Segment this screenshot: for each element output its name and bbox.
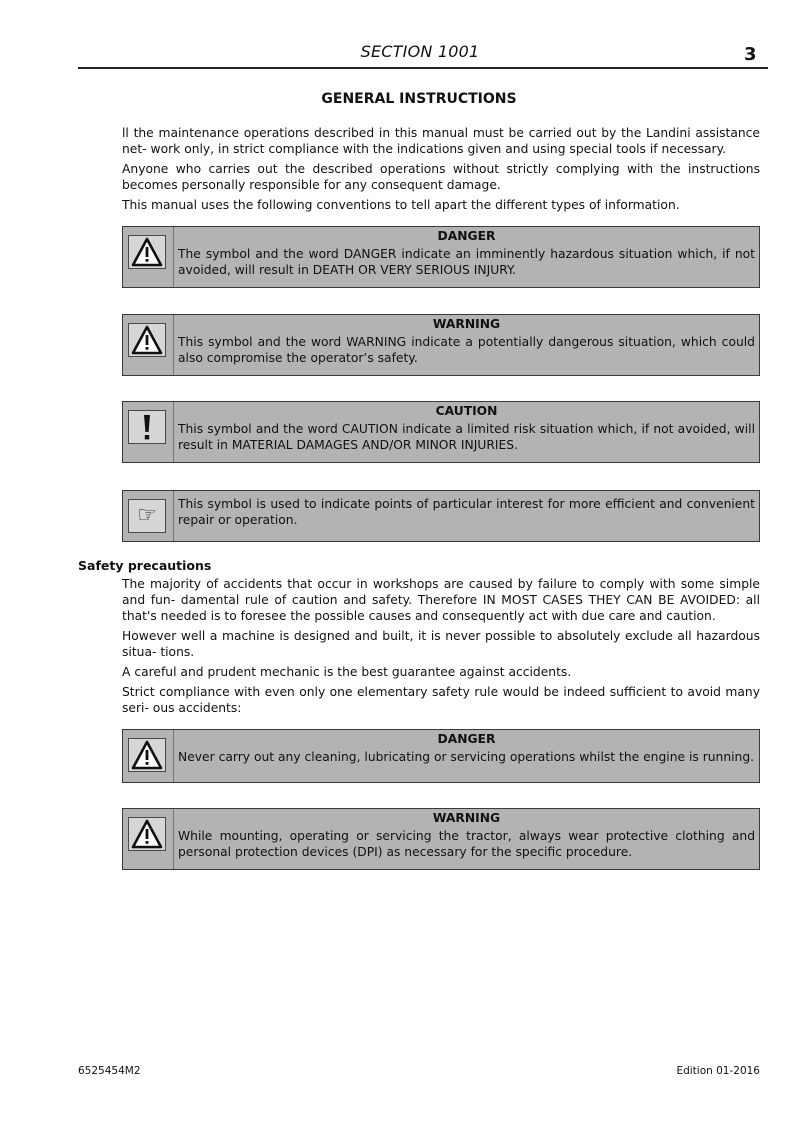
warning-triangle-icon [128,235,166,269]
intro-paragraph: Anyone who carries out the described operations without strictly complying with the instructions becomes personally responsible for any consequent damage. [122,162,760,192]
header-divider [78,67,768,69]
page-heading: GENERAL INSTRUCTIONS [321,91,517,107]
warning-notice [122,314,760,376]
notice-text: This symbol and the word WARNING indicate a potentially dangerous situation, which could also compromise the operator’s safety. [178,335,755,365]
warning-triangle-icon [128,817,166,851]
intro-paragraph: ll the maintenance operations described in this manual must be carried out by the Landini assistance net- work only, in strict compliance with the indications given and using special tools if necessary. [122,126,760,156]
page-number: 3 [744,44,757,65]
notice-text: While mounting, operating or servicing the tractor, always wear protective clothing and personal protection devices (DPI) as necessary for the specific procedure. [178,829,755,859]
notice-text: This symbol is used to indicate points of particular interest for more efficient and convenient repair or operation. [178,497,755,527]
exclamation-icon [128,410,166,444]
notice-text: Never carry out any cleaning, lubricating or servicing operations whilst the engine is running. [178,750,755,764]
safety-paragraph: A careful and prudent mechanic is the best guarantee against accidents. [122,665,572,679]
notice-title: WARNING [432,811,501,825]
edition-label: Edition 01-2016 [676,1065,760,1077]
intro-paragraph: This manual uses the following conventions to tell apart the different types of information. [122,198,680,212]
pointing-hand-icon: ☞ [128,499,166,533]
note-notice [122,490,760,542]
section-title: SECTION 1001 [360,42,480,61]
notice-title: WARNING [432,317,501,331]
safety-paragraph: However well a machine is designed and built, it is never possible to absolutely exclude all hazardous situa- tions. [122,629,760,659]
notice-text: This symbol and the word CAUTION indicate a limited risk situation which, if not avoided, will result in MATERIAL DAMAGES AND/OR MINOR INJURIES. [178,422,755,452]
notice-title: CAUTION [435,404,498,418]
safety-heading: Safety precautions [78,558,212,573]
notice-title: DANGER [437,229,496,243]
danger-notice [122,226,760,288]
document-code: 6525454M2 [78,1065,141,1077]
notice-text: The symbol and the word DANGER indicate an imminently hazardous situation which, if not avoided, will result in DEATH OR VERY SERIOUS INJURY. [178,247,755,277]
warning-triangle-icon [128,738,166,772]
warning-triangle-icon [128,323,166,357]
danger-notice [122,729,760,783]
safety-paragraph: The majority of accidents that occur in workshops are caused by failure to comply with some simple and fun- damental rule of caution and safety. Therefore IN MOST CASES THEY CAN BE AVOIDED: all that's needed is to foresee the possible causes and consequently act with due care and caution. [122,577,760,623]
notice-title: DANGER [437,732,496,746]
warning-notice [122,808,760,870]
caution-notice [122,401,760,463]
safety-paragraph: Strict compliance with even only one elementary safety rule would be indeed sufficient to avoid many seri- ous accidents: [122,685,760,715]
